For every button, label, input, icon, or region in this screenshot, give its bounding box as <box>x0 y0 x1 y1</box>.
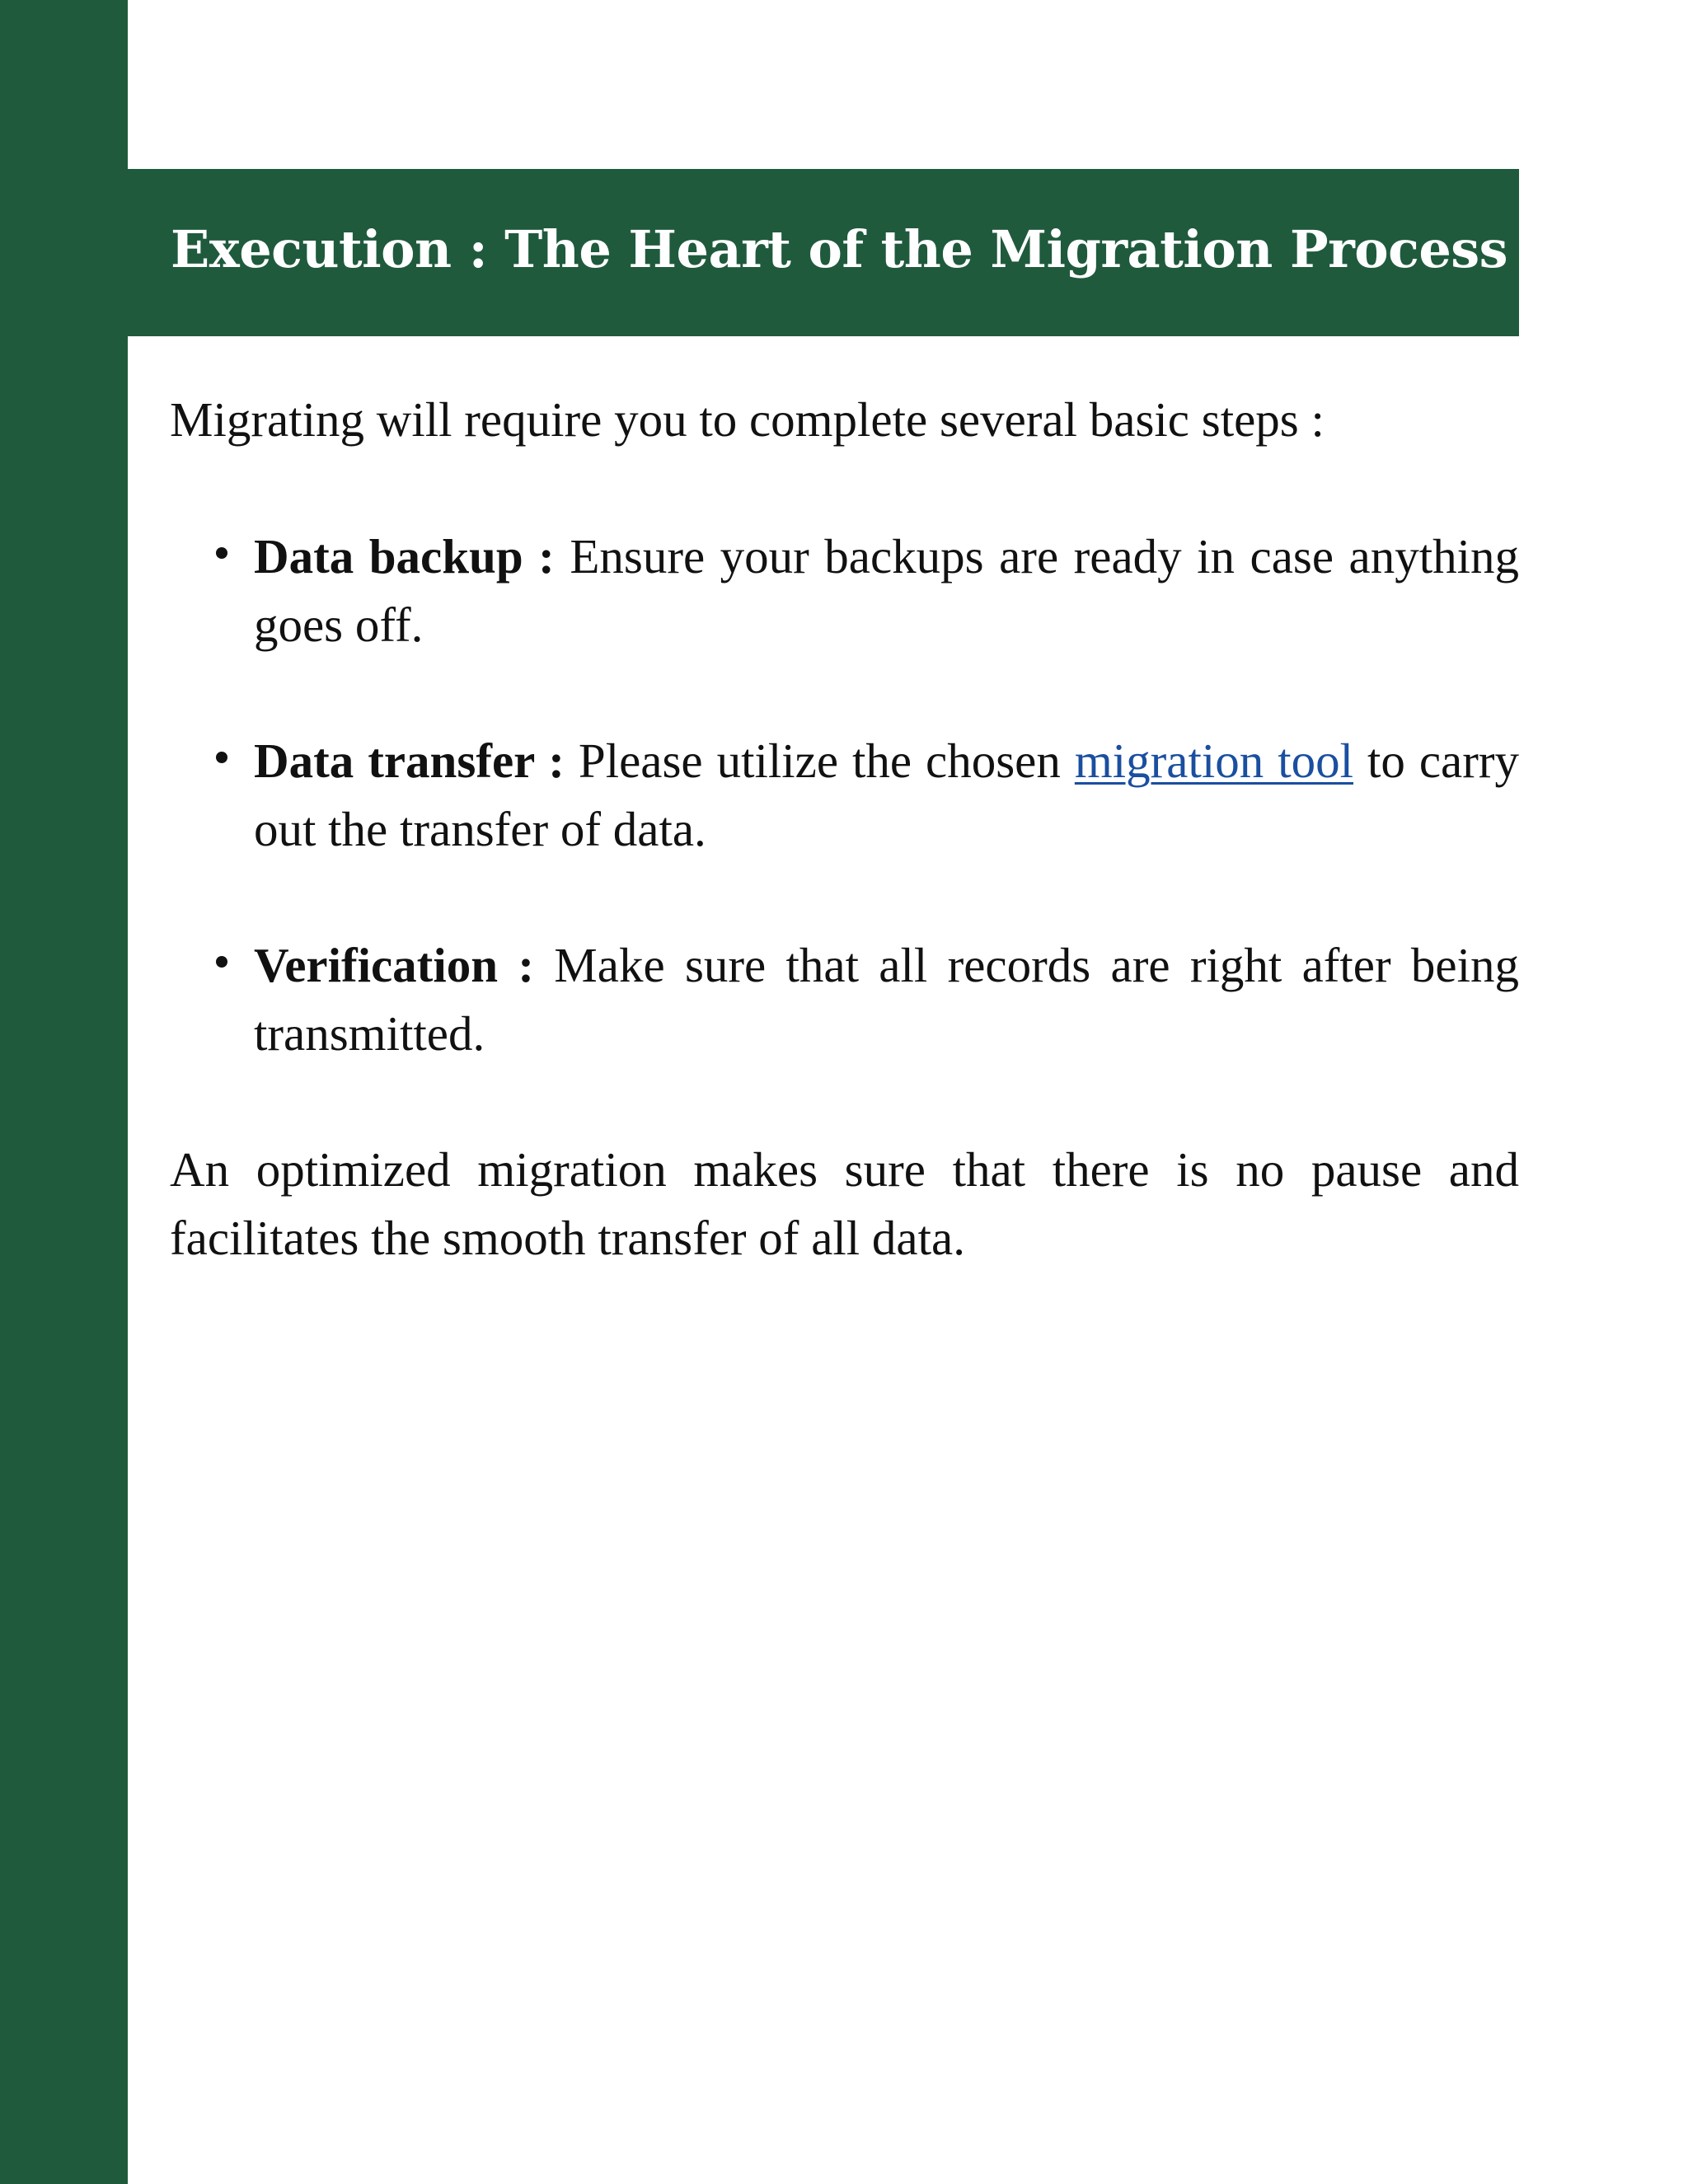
step-label: Data backup : <box>254 529 555 583</box>
bullet-icon <box>216 956 227 968</box>
bullet-icon <box>216 752 227 763</box>
intro-paragraph: Migrating will require you to complete several basic steps : <box>170 392 1325 447</box>
title-banner <box>128 169 1519 336</box>
step-text: Make sure that all records are right after being transmitted. <box>254 938 1520 1061</box>
closing-paragraph: An optimized migration makes sure that there is no pause and facilitates the smooth transfer of all data. <box>170 1142 1519 1265</box>
side-accent-band <box>0 0 128 2184</box>
step-text: Please utilize the chosen <box>564 733 1075 788</box>
step-text: Ensure your backups are ready in case anything goes off. <box>254 529 1519 652</box>
page-title: Execution : The Heart of the Migration Process <box>171 219 1508 279</box>
step-label: Verification : <box>254 938 534 992</box>
list-item-data-backup <box>170 523 1519 659</box>
steps-list <box>170 523 1519 1068</box>
step-text: to carry out the transfer of data. <box>254 733 1519 856</box>
list-item-verification <box>170 931 1519 1068</box>
list-item-data-transfer <box>170 727 1519 864</box>
bullet-icon <box>216 547 227 559</box>
step-label: Data transfer : <box>254 733 565 788</box>
main-content <box>170 386 1519 1272</box>
migration-tool-link[interactable]: migration tool <box>1074 733 1353 788</box>
